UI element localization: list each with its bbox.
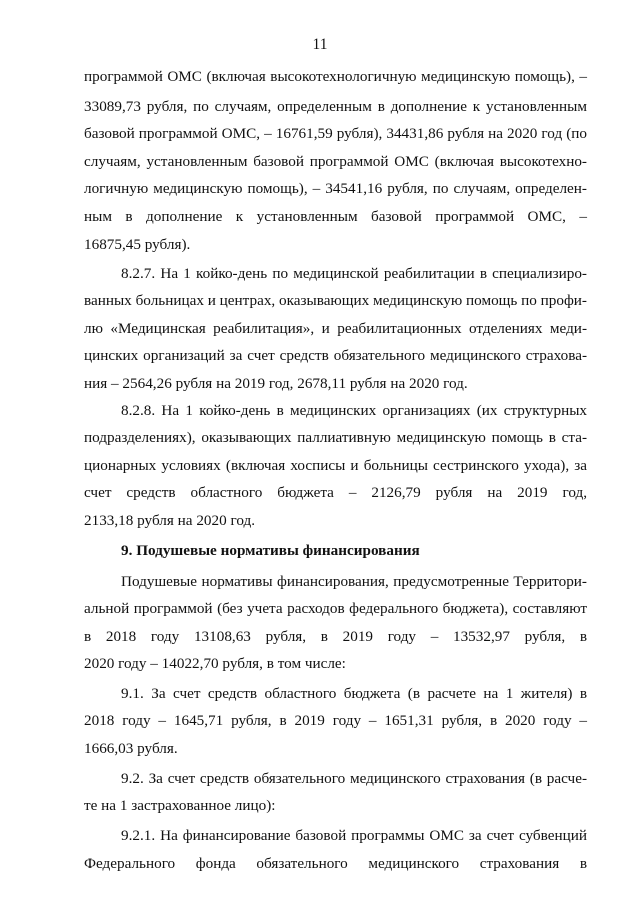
text-line: те на 1 застрахованное лицо): <box>84 797 276 814</box>
text-line: логичную медицинскую помощь), – 34541,16 рубля, по случаям, определен- <box>84 180 587 197</box>
text-line: счет средств областного бюджета – 2126,79 рубля на 2019 год, <box>84 484 587 501</box>
text-line: базовой программой ОМС, – 16761,59 рубля), 34431,86 рубля на 2020 год (по <box>84 125 587 142</box>
text-line: Федерального фонда обязательного медицинского страхования в <box>84 855 587 872</box>
text-line: ния – 2564,26 рубля на 2019 год, 2678,11 рубля на 2020 год. <box>84 375 468 392</box>
page-number: 11 <box>312 36 328 53</box>
text-line: программой ОМС (включая высокотехнологичную медицинскую помощь), – <box>84 68 587 85</box>
paragraph-first-line: 9.2. За счет средств обязательного медицинского страхования (в расче- <box>121 770 587 787</box>
text-line: случаям, установленным базовой программой ОМС (включая высокотехно- <box>84 153 587 170</box>
text-line: в 2018 году 13108,63 рубля, в 2019 году – 13532,97 рубля, в <box>84 628 587 645</box>
text-line: 1666,03 рубля. <box>84 740 178 757</box>
paragraph-first-line: 9.1. За счет средств областного бюджета (в расчете на 1 жителя) в <box>121 685 587 702</box>
text-line: ванных больницах и центрах, оказывающих медицинскую помощь по профи- <box>84 292 587 309</box>
text-line: 2020 году – 14022,70 рубля, в том числе: <box>84 655 346 672</box>
paragraph-first-line: Подушевые нормативы финансирования, предусмотренные Территори- <box>121 573 587 590</box>
text-line: ным в дополнение к установленным базовой программой ОМС, – <box>84 208 587 225</box>
text-line: подразделениях), оказывающих паллиативную медицинскую помощь в ста- <box>84 429 587 446</box>
paragraph-first-line: 9.2.1. На финансирование базовой программы ОМС за счет субвенций <box>121 827 587 844</box>
text-line: 2018 году – 1645,71 рубля, в 2019 году – 1651,31 рубля, в 2020 году – <box>84 712 587 729</box>
paragraph-first-line: 8.2.7. На 1 койко-день по медицинской реабилитации в специализиро- <box>121 265 587 282</box>
text-line: ционарных условиях (включая хосписы и больницы сестринского ухода), за <box>84 457 587 474</box>
text-line: 16875,45 рубля). <box>84 236 191 253</box>
section-heading: 9. Подушевые нормативы финансирования <box>121 542 420 559</box>
text-line: 2133,18 рубля на 2020 год. <box>84 512 256 529</box>
text-line: лю «Медицинская реабилитация», и реабилитационных отделениях меди- <box>84 320 587 337</box>
text-line: альной программой (без учета расходов федерального бюджета), составляют <box>84 600 587 617</box>
text-line: 33089,73 рубля, по случаям, определенным в дополнение к установленным <box>84 98 587 115</box>
text-line: цинских организаций за счет средств обязательного медицинского страхова- <box>84 347 587 364</box>
paragraph-first-line: 8.2.8. На 1 койко-день в медицинских организациях (их структурных <box>121 402 587 419</box>
